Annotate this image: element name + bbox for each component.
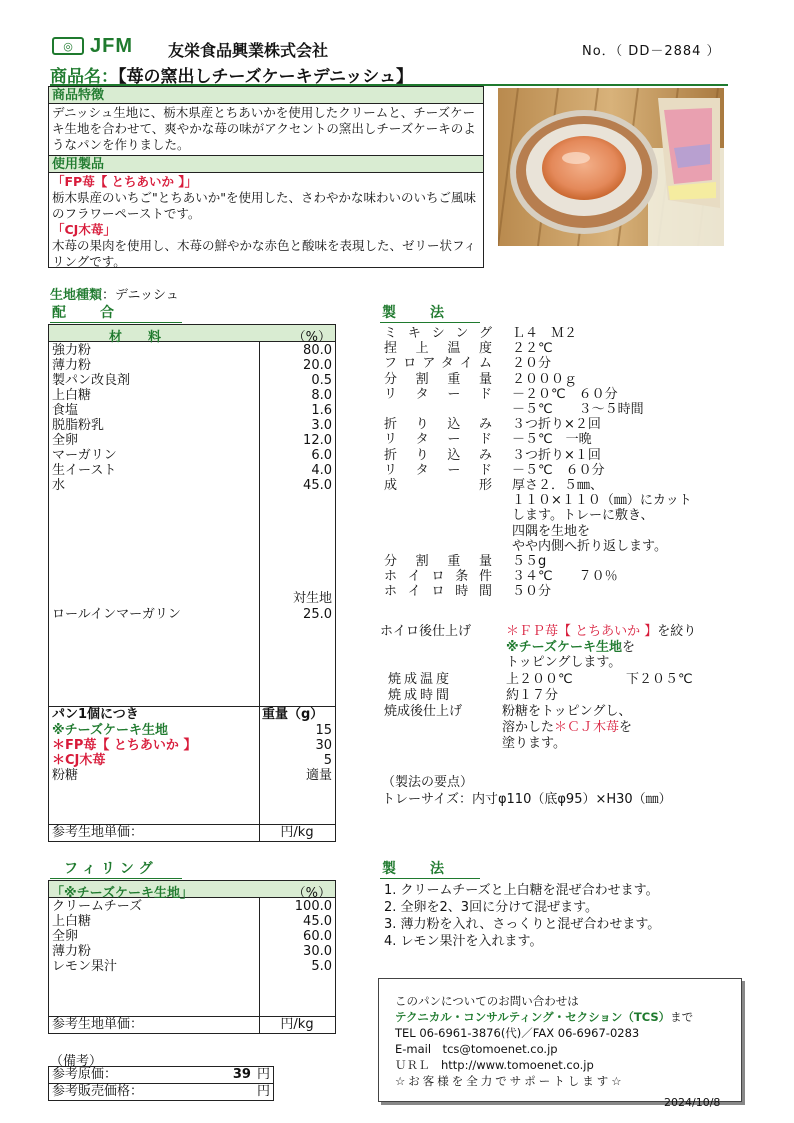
per-piece-row-value: 適量 (305, 768, 332, 783)
per-piece-row-name: ※チーズケーキ生地 (52, 723, 168, 738)
method-step (384, 463, 692, 478)
per-piece-row-name: 粉糖 (52, 768, 79, 783)
features-text: デニッシュ生地に、栃木県産とちあいかを使用したクリームと、チーズケーキ生地を合わせて、爽やかな苺の味がアクセントの窯出しチーズケーキのようなパンを作りました。 (49, 104, 483, 156)
filling-table-title: 「※チーズケーキ生地」 (51, 886, 193, 901)
after-proof-1b: を絞り (657, 624, 697, 639)
method-step-label: 折り込み (384, 447, 492, 463)
method-title: 製 法 (380, 302, 480, 323)
filling-col-pct: （%） (292, 886, 331, 901)
col-pct: （%） (292, 330, 331, 345)
filling-row (49, 899, 335, 914)
bake-temp-bottom: 下２０５℃ (626, 672, 693, 687)
contact-box (378, 978, 742, 1102)
filling-row-value: 45.0 (303, 914, 332, 929)
method-step-label: リタード (384, 386, 492, 402)
dough-row (49, 478, 335, 493)
product-photo (498, 88, 724, 246)
method-step-value: －５℃ ３～５時間 (512, 402, 644, 418)
dough-row-value: 12.0 (303, 433, 332, 448)
roll-value: 25.0 (303, 607, 332, 622)
filling-row-value: 30.0 (303, 944, 332, 959)
contact-email: E-mail tcs@tomoenet.co.jp (395, 1042, 558, 1056)
filling-row-value: 60.0 (303, 929, 332, 944)
method-step-label (384, 508, 506, 523)
dough-row (49, 388, 335, 403)
method-step (384, 402, 692, 417)
method-step-value: します。トレーに敷き、 (512, 508, 654, 524)
points-text: トレーサイズ：内寸φ110（底φ95）×H30（㎜） (382, 792, 672, 807)
filling-row-name: 薄力粉 (52, 944, 92, 959)
per-piece-row (49, 753, 335, 768)
method-step (384, 524, 692, 539)
contact-tcs: テクニカル・コンサルティング・セクション（TCS） (395, 1010, 671, 1024)
weight-label: 重量（g） (262, 707, 324, 722)
filling-row (49, 959, 335, 974)
method-step-label: リタード (384, 432, 492, 448)
dough-row-name: 水 (52, 478, 66, 493)
cost-unit: 円 (256, 1067, 270, 1082)
after-bake-3: 塗ります。 (502, 736, 566, 751)
method-step-value: ３４℃ ７０％ (512, 569, 618, 585)
dough-header-row (49, 325, 335, 345)
filling-row (49, 944, 335, 959)
dough-row-value: 45.0 (303, 478, 332, 493)
dough-row (49, 448, 335, 463)
method-step-label (384, 493, 506, 508)
per-piece-label: パン1個につき (52, 707, 139, 722)
bake-time: 約１７分 (506, 687, 559, 703)
dough-row-value: 3.0 (311, 418, 332, 433)
filling-unit-price-label: 参考生地単価： (52, 1017, 144, 1032)
contact-line1: このパンについてのお問い合わせは (395, 994, 579, 1008)
company-logo (52, 36, 133, 56)
contact-url: ＵＲＬ http://www.tomoenet.co.jp (395, 1058, 594, 1072)
per-piece-row-value: 5 (323, 753, 332, 768)
filling-rows (49, 899, 335, 974)
filling-method-step: 1. クリームチーズと上白糖を混ぜ合わせます。 (384, 883, 659, 898)
method-step-value: －５℃ ６０分 (512, 462, 605, 478)
filling-row-name: クリームチーズ (52, 899, 143, 914)
notes-table (48, 1066, 274, 1101)
after-bake (384, 704, 724, 752)
bake-temp-top: 上２００℃ (506, 672, 573, 687)
method-step (384, 387, 692, 402)
product1-name: 「FP苺【 とちあいか 】」 (52, 174, 198, 189)
features-box (48, 86, 484, 268)
dough-row-name: マーガリン (52, 448, 117, 463)
product1-desc: 栃木県産のいちご"とちあいか"を使用した、さわやかな味わいのいちご風味のフラワーペーストです。 (52, 190, 477, 221)
dough-row-value: 8.0 (311, 388, 332, 403)
dough-row-name: 上白糖 (52, 388, 92, 403)
document-number: No．（ DD－2884 ） (582, 44, 721, 59)
filling-row-name: レモン果汁 (52, 959, 118, 974)
after-proof-cheese: ※チーズケーキ生地 (506, 639, 622, 655)
dough-row-name: 脱脂粉乳 (52, 418, 105, 433)
dough-row (49, 343, 335, 358)
filling-method-steps (384, 882, 660, 950)
dough-row-name: 製パン改良剤 (52, 373, 131, 388)
method-step-value: 四隅を生地を (512, 523, 591, 539)
product-label: 商品名： (50, 67, 118, 87)
bake-time-label: 焼成時間 (388, 687, 453, 703)
filling-row (49, 929, 335, 944)
dough-type-label: 生地種類 (50, 288, 103, 303)
dough-table (48, 324, 336, 842)
method-step (384, 493, 692, 508)
dough-row (49, 358, 335, 373)
contact-support: ☆お客様を全力でサポートします☆ (395, 1074, 625, 1088)
unit-price-unit: 円/kg (280, 825, 314, 840)
filling-row-value: 100.0 (294, 899, 332, 914)
price-unit: 円 (256, 1084, 270, 1099)
dough-row-name: 全卵 (52, 433, 79, 448)
after-proof-fp: ＊ＦＰ苺【 とちあいか 】 (506, 624, 658, 639)
after-bake-1: 粉糖をトッピングし、 (502, 704, 632, 719)
method-step-label: 折り込み (384, 417, 492, 433)
filling-unit-price-unit: 円/kg (280, 1017, 314, 1032)
per-piece-row (49, 738, 335, 753)
method-step (384, 554, 692, 569)
price-label: 参考販売価格： (52, 1084, 144, 1099)
method-step (384, 569, 692, 584)
method-step-value: １１０×１１０（㎜）にカット (512, 493, 692, 509)
filling-table (48, 880, 336, 1034)
method-step-label: 成形 (384, 478, 492, 494)
dough-row (49, 463, 335, 478)
method-step-label: 捏上温度 (384, 341, 492, 357)
method-step (384, 478, 692, 493)
method-step-value: ２０００ｇ (512, 371, 578, 387)
bake-info (388, 672, 728, 703)
dough-row-value: 0.5 (311, 373, 332, 388)
dough-type-value: ：デニッシュ (102, 288, 179, 303)
method-step (384, 372, 692, 387)
dough-row-name: 強力粉 (52, 343, 92, 358)
per-piece-rows (49, 723, 335, 783)
dough-row (49, 373, 335, 388)
method-step-label: フロアタイム (384, 356, 492, 372)
filling-row-name: 全卵 (52, 929, 79, 944)
method-step-value: ２２℃ (512, 341, 553, 357)
method-step-label (384, 524, 506, 539)
product2-name: 「CJ木苺」 (52, 222, 116, 237)
dough-row-name: 生イースト (52, 463, 117, 478)
filling-row-value: 5.0 (311, 959, 332, 974)
points-title: （製法の要点） (382, 775, 474, 790)
filling-method-step: 2. 全卵を2、3回に分けて混ぜます。 (384, 900, 599, 915)
method-step-value: 厚さ２．５㎜、 (512, 478, 604, 494)
after-bake-cj: ＊ＣＪ木苺 (554, 720, 620, 735)
filling-method-title: 製 法 (380, 858, 480, 879)
method-steps (384, 326, 692, 600)
per-piece-row-name: ＊FP苺【 とちあいか 】 (52, 738, 197, 753)
method-step (384, 356, 692, 371)
cost-label: 参考原価： (52, 1067, 118, 1082)
method-step-value: ２０分 (512, 356, 552, 372)
method-step-value: －５℃ 一晩 (512, 432, 592, 448)
roll-name: ロールインマーガリン (52, 607, 181, 622)
dough-row (49, 403, 335, 418)
col-material: 材 料 (109, 330, 162, 345)
method-step-value: ５０分 (512, 584, 552, 600)
method-step-label: ホイロ時間 (384, 584, 492, 600)
method-step-label (384, 402, 506, 417)
dough-row-value: 20.0 (303, 358, 332, 373)
after-bake-2c: を (619, 720, 633, 735)
logo-mark-icon: ◎ (52, 37, 84, 55)
method-step-value: ３つ折り×１回 (512, 447, 601, 463)
per-piece-row (49, 768, 335, 783)
method-step-label: 分割重量 (384, 371, 492, 387)
method-step-label: リタード (384, 462, 492, 478)
used-products-title: 使用製品 (49, 156, 483, 173)
features-title: 商品特徴 (49, 87, 483, 104)
method-points (382, 774, 672, 808)
after-proof-2b: を (622, 639, 636, 655)
method-step-label (384, 539, 506, 554)
after-bake-2a: 溶かした (502, 720, 555, 735)
dough-row-value: 1.6 (311, 403, 332, 418)
method-step (384, 584, 692, 599)
product-name: 【苺の窯出しチーズケーキデニッシュ】 (118, 67, 413, 87)
method-step (384, 448, 692, 463)
method-step-value: やや内側へ折り返します。 (512, 538, 667, 554)
contact-line2b: まで (670, 1010, 694, 1024)
per-piece-row (49, 723, 335, 738)
filling-method-step: 4. レモン果汁を入れます。 (384, 934, 543, 949)
document-date: 2024/10/8 (664, 1096, 721, 1109)
contact-tel: TEL 06-6961-3876(代)／FAX 06-6967-0283 (395, 1026, 640, 1040)
method-step-value: －２０℃ ６０分 (512, 386, 618, 402)
dough-type (50, 284, 179, 303)
company-name: 友栄食品興業株式会社 (168, 41, 329, 60)
after-proof-label: ホイロ後仕上げ (380, 624, 472, 639)
dough-rows (49, 343, 335, 493)
filling-row (49, 914, 335, 929)
method-step (384, 508, 692, 523)
method-step (384, 326, 692, 341)
after-proof (380, 624, 740, 671)
method-step (384, 432, 692, 447)
filling-section-title: フィリング (50, 858, 182, 879)
method-step (384, 417, 692, 432)
method-step-label: ミキシング (384, 326, 492, 341)
method-step-label: ホイロ条件 (384, 569, 492, 585)
per-piece-row-name: ＊CJ木苺 (52, 753, 106, 768)
dough-row (49, 433, 335, 448)
roll-note: 対生地 (292, 591, 332, 606)
dough-row-value: 80.0 (303, 343, 332, 358)
method-step-value: ５５g (512, 554, 547, 570)
method-step (384, 341, 692, 356)
filling-row-name: 上白糖 (52, 914, 92, 929)
filling-method-step: 3. 薄力粉を入れ、さっくりと混ぜ合わせます。 (384, 917, 661, 932)
notes-title: （備考） (50, 1054, 103, 1069)
logo-text: JFM (90, 34, 133, 57)
method-step-label: 分割重量 (384, 554, 492, 570)
unit-price-label: 参考生地単価： (52, 825, 144, 840)
cost-value: 39 (232, 1067, 251, 1082)
method-step-value: ３つ折り×２回 (512, 417, 601, 433)
dough-row-value: 4.0 (311, 463, 332, 478)
method-step (384, 539, 692, 554)
dough-row-value: 6.0 (311, 448, 332, 463)
method-step-value: Ｌ４ Ｍ２ (512, 326, 578, 341)
dough-row-name: 食塩 (52, 403, 79, 418)
recipe-section-title: 配 合 (50, 302, 182, 323)
per-piece-row-value: 15 (315, 723, 332, 738)
after-proof-3: トッピングします。 (506, 655, 622, 670)
bake-temp-label: 焼成温度 (388, 672, 453, 687)
after-bake-label: 焼成後仕上げ (384, 704, 463, 719)
per-piece-row-value: 30 (315, 738, 332, 753)
title-row (50, 62, 728, 86)
product2-desc: 木苺の果肉を使用し、木苺の鮮やかな赤色と酸味を表現した、ゼリー状フィリングです。 (52, 238, 477, 269)
dough-row (49, 418, 335, 433)
filling-header-row (49, 881, 335, 901)
dough-row-name: 薄力粉 (52, 358, 92, 373)
